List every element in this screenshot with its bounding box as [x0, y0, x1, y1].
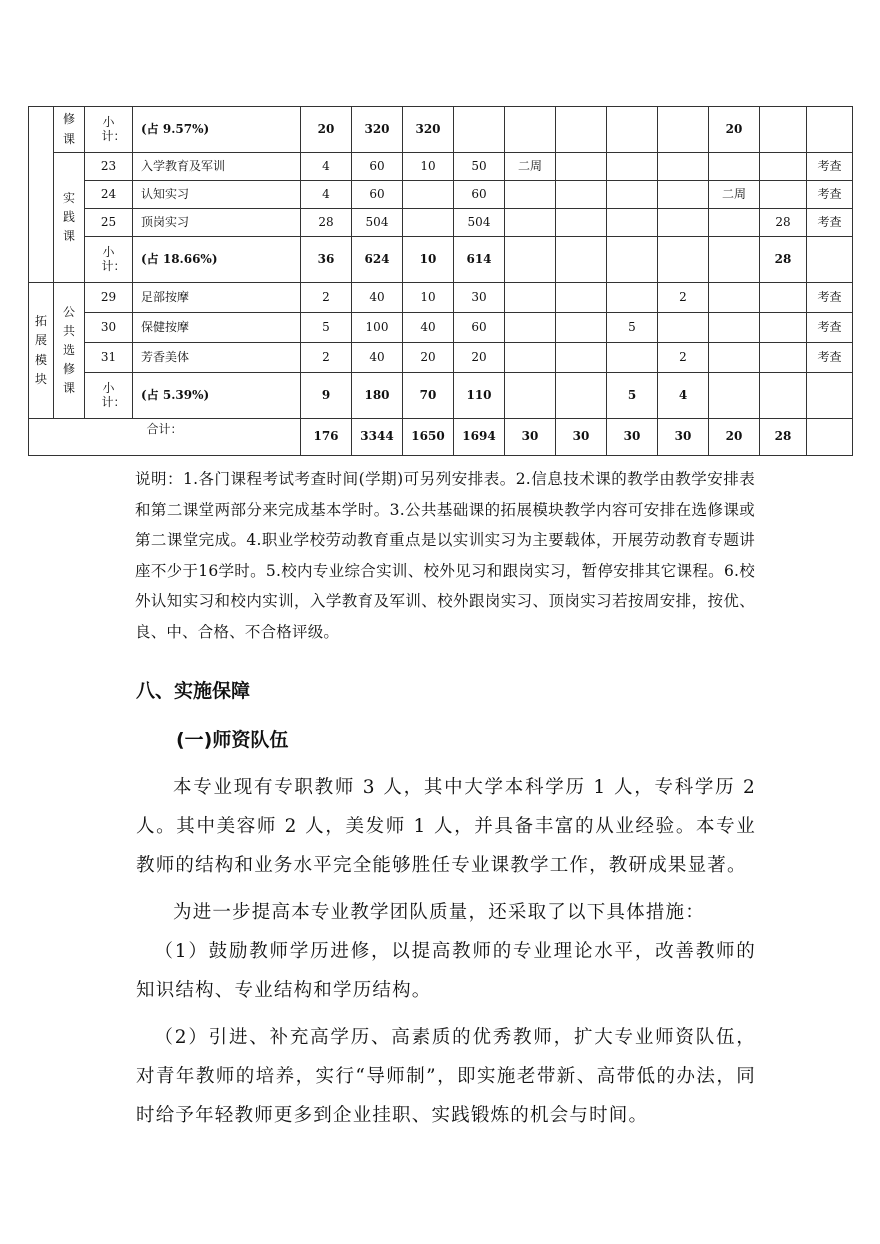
- value-cell: 4: [658, 373, 709, 419]
- value-cell: 180: [352, 373, 403, 419]
- value-cell: [556, 181, 607, 209]
- value-cell: 30: [556, 419, 607, 456]
- value-cell: [807, 107, 853, 153]
- table-row: [29, 343, 853, 373]
- value-cell: [658, 237, 709, 283]
- subtotal-pct: (占 9.57%): [133, 107, 301, 153]
- value-cell: 2: [301, 343, 352, 373]
- course-name: 保健按摩: [133, 313, 301, 343]
- value-cell: 3344: [352, 419, 403, 456]
- course-name: 足部按摩: [133, 283, 301, 313]
- course-number: 31: [85, 343, 133, 373]
- value-cell: 40: [352, 283, 403, 313]
- value-cell: [658, 107, 709, 153]
- value-cell: [709, 209, 760, 237]
- value-cell: 1694: [454, 419, 505, 456]
- value-cell: [607, 343, 658, 373]
- value-cell: 考查: [807, 181, 853, 209]
- value-cell: 70: [403, 373, 454, 419]
- table-row: [29, 237, 853, 283]
- course-name: 入学教育及军训: [133, 153, 301, 181]
- value-cell: [760, 313, 807, 343]
- course-number: 29: [85, 283, 133, 313]
- value-cell: [807, 237, 853, 283]
- value-cell: 5: [301, 313, 352, 343]
- table-row: [29, 313, 853, 343]
- category-cell: 修课: [54, 107, 85, 153]
- table-row: [29, 283, 853, 313]
- value-cell: [709, 237, 760, 283]
- section-title: 八、实施保障: [136, 680, 251, 702]
- value-cell: [760, 107, 807, 153]
- value-cell: 10: [403, 153, 454, 181]
- course-name: 顶岗实习: [133, 209, 301, 237]
- table-row: [29, 153, 853, 181]
- value-cell: [709, 373, 760, 419]
- value-cell: [556, 209, 607, 237]
- value-cell: 504: [352, 209, 403, 237]
- value-cell: 2: [301, 283, 352, 313]
- table-row: [29, 209, 853, 237]
- value-cell: 考查: [807, 313, 853, 343]
- value-cell: 4: [301, 153, 352, 181]
- paragraph-measure-2: （2）引进、补充高学历、高素质的优秀教师，扩大专业师资队伍，对青年教师的培养，实行“导师制”，即实施老带新、高带低的办法，同时给予年轻教师更多到企业挂职、实践锻炼的机会与时间。: [136, 1027, 756, 1126]
- subtotal-pct: (占 18.66%): [133, 237, 301, 283]
- paragraph-measure-1: （1）鼓励教师学历进修，以提高教师的专业理论水平，改善教师的知识结构、专业结构和学历结构。: [136, 941, 756, 1001]
- value-cell: 30: [658, 419, 709, 456]
- value-cell: [505, 107, 556, 153]
- value-cell: 60: [352, 181, 403, 209]
- value-cell: 176: [301, 419, 352, 456]
- value-cell: 20: [454, 343, 505, 373]
- value-cell: [658, 153, 709, 181]
- value-cell: 10: [403, 283, 454, 313]
- module-cell: [29, 107, 54, 283]
- value-cell: 28: [760, 237, 807, 283]
- subtotal-label: 小计：: [85, 107, 133, 153]
- value-cell: 614: [454, 237, 505, 283]
- value-cell: 40: [403, 313, 454, 343]
- value-cell: [607, 181, 658, 209]
- value-cell: [607, 153, 658, 181]
- value-cell: [658, 313, 709, 343]
- value-cell: 20: [709, 419, 760, 456]
- value-cell: 100: [352, 313, 403, 343]
- value-cell: [760, 181, 807, 209]
- table-row: [29, 181, 853, 209]
- value-cell: 二周: [505, 153, 556, 181]
- value-cell: [709, 153, 760, 181]
- value-cell: 1650: [403, 419, 454, 456]
- table-row: [29, 107, 853, 153]
- value-cell: [658, 209, 709, 237]
- value-cell: 20: [709, 107, 760, 153]
- value-cell: 28: [760, 419, 807, 456]
- value-cell: [556, 107, 607, 153]
- value-cell: 考查: [807, 283, 853, 313]
- value-cell: [760, 153, 807, 181]
- value-cell: [556, 313, 607, 343]
- value-cell: [607, 237, 658, 283]
- value-cell: [505, 373, 556, 419]
- value-cell: 320: [352, 107, 403, 153]
- table-row: [29, 373, 853, 419]
- value-cell: 二周: [709, 181, 760, 209]
- value-cell: [556, 153, 607, 181]
- value-cell: [709, 283, 760, 313]
- course-number: 25: [85, 209, 133, 237]
- value-cell: [760, 343, 807, 373]
- value-cell: 30: [607, 419, 658, 456]
- value-cell: 504: [454, 209, 505, 237]
- paragraph-faculty: 本专业现有专职教师 3 人，其中大学本科学历 1 人，专科学历 2 人。其中美容师 2 人，美发师 1 人，并具备丰富的从业经验。本专业教师的结构和业务水平完全能够胜任专业课教学工作，教研成果显著。: [136, 777, 756, 876]
- value-cell: 2: [658, 283, 709, 313]
- value-cell: 5: [607, 313, 658, 343]
- value-cell: [403, 181, 454, 209]
- value-cell: 624: [352, 237, 403, 283]
- curriculum-table: [28, 106, 853, 456]
- value-cell: [556, 343, 607, 373]
- subtotal-label: 小计：: [85, 373, 133, 419]
- category-cell: 实践课: [54, 153, 85, 283]
- value-cell: 考查: [807, 209, 853, 237]
- table-row: [29, 419, 853, 456]
- value-cell: 2: [658, 343, 709, 373]
- category-cell: 公共选修课: [54, 283, 85, 419]
- course-number: 30: [85, 313, 133, 343]
- value-cell: 30: [505, 419, 556, 456]
- value-cell: 考查: [807, 343, 853, 373]
- value-cell: 320: [403, 107, 454, 153]
- value-cell: [505, 181, 556, 209]
- module-cell: 拓展模块: [29, 283, 54, 419]
- value-cell: 10: [403, 237, 454, 283]
- value-cell: [709, 343, 760, 373]
- value-cell: [505, 313, 556, 343]
- value-cell: 40: [352, 343, 403, 373]
- value-cell: [505, 237, 556, 283]
- value-cell: [556, 373, 607, 419]
- value-cell: 9: [301, 373, 352, 419]
- value-cell: [607, 107, 658, 153]
- value-cell: [505, 343, 556, 373]
- value-cell: 60: [454, 313, 505, 343]
- value-cell: 20: [403, 343, 454, 373]
- course-name: 认知实习: [133, 181, 301, 209]
- value-cell: [607, 209, 658, 237]
- value-cell: [760, 373, 807, 419]
- value-cell: [760, 283, 807, 313]
- value-cell: [505, 209, 556, 237]
- table-note: 说明：1.各门课程考试考查时间(学期)可另列安排表。2.信息技术课的教学由教学安排表和第二课堂两部分来完成基本学时。3.公共基础课的拓展模块教学内容可安排在选修课或第二课堂完成。4.职业学校劳动教育重点是以实训实习为主要载体，开展劳动教育专题讲座不少于16学时。5.校内专业综合实训、校外见习和跟岗实习，暂停安排其它课程。6.校外认知实习和校内实训，入学教育及军训、校外跟岗实习、顶岗实习若按周安排，按优、良、中、合格、不合格评级。: [135, 470, 755, 641]
- value-cell: [807, 419, 853, 456]
- value-cell: [505, 283, 556, 313]
- course-number: 24: [85, 181, 133, 209]
- value-cell: 110: [454, 373, 505, 419]
- value-cell: 4: [301, 181, 352, 209]
- value-cell: [658, 181, 709, 209]
- course-name: 芳香美体: [133, 343, 301, 373]
- value-cell: 30: [454, 283, 505, 313]
- value-cell: 考查: [807, 153, 853, 181]
- value-cell: 5: [607, 373, 658, 419]
- value-cell: [556, 237, 607, 283]
- value-cell: [403, 209, 454, 237]
- value-cell: 50: [454, 153, 505, 181]
- value-cell: 36: [301, 237, 352, 283]
- value-cell: [607, 283, 658, 313]
- value-cell: 60: [454, 181, 505, 209]
- value-cell: [709, 313, 760, 343]
- total-label: 合计：: [29, 419, 301, 456]
- subsection-title: (一)师资队伍: [176, 729, 289, 751]
- subtotal-pct: (占 5.39%): [133, 373, 301, 419]
- value-cell: [454, 107, 505, 153]
- value-cell: [807, 373, 853, 419]
- value-cell: 28: [301, 209, 352, 237]
- value-cell: 28: [760, 209, 807, 237]
- value-cell: 20: [301, 107, 352, 153]
- value-cell: 60: [352, 153, 403, 181]
- subtotal-label: 小计：: [85, 237, 133, 283]
- course-number: 23: [85, 153, 133, 181]
- paragraph-measures-intro: 为进一步提高本专业教学团队质量，还采取了以下具体措施：: [173, 902, 705, 923]
- value-cell: [556, 283, 607, 313]
